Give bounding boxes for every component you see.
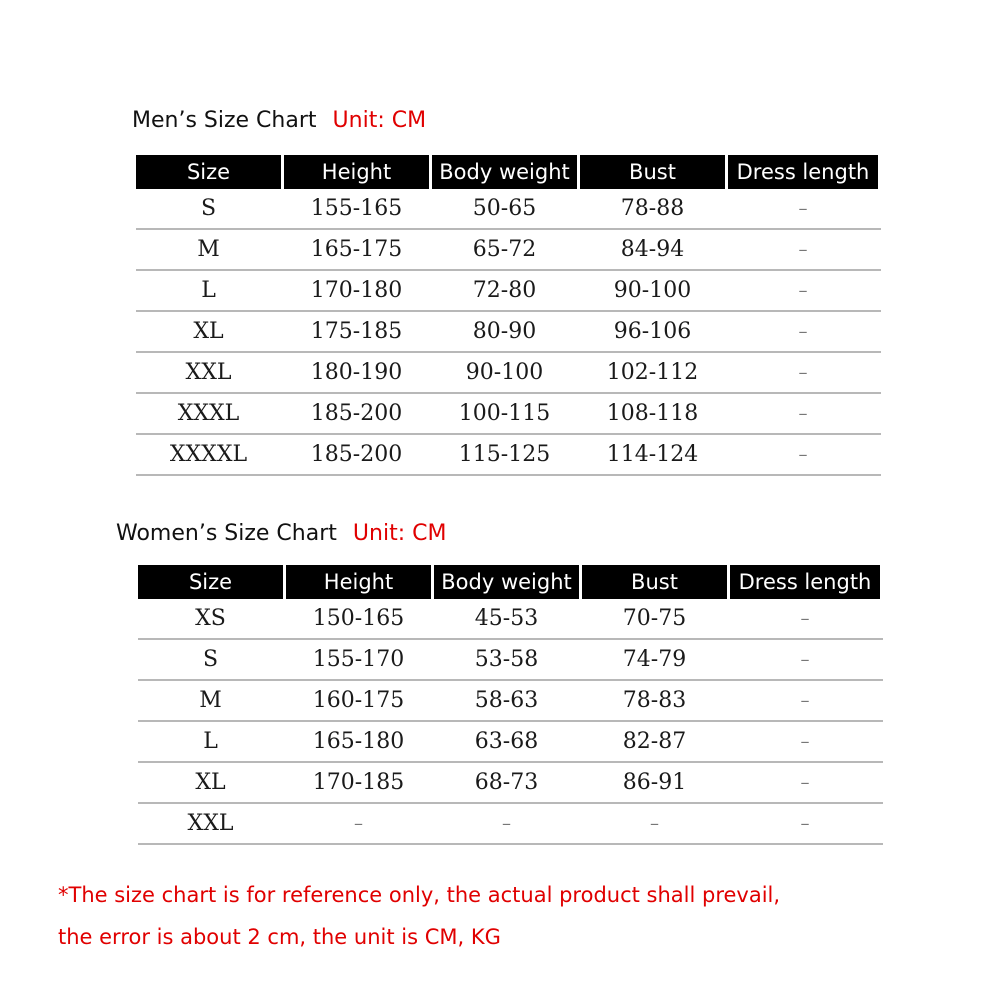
size-cell: XXXXL	[169, 442, 248, 467]
table-row	[136, 312, 881, 353]
body-weight-cell: 45-53	[474, 606, 539, 631]
bust-cell: 86-91	[622, 770, 687, 795]
dress-length-cell: –	[800, 813, 810, 834]
bust-cell: 70-75	[622, 606, 687, 631]
body-weight-cell: 50-65	[472, 196, 537, 221]
bust-cell: 78-83	[622, 688, 687, 713]
men-header-bust: Bust	[580, 155, 725, 189]
height-cell: 155-165	[310, 196, 403, 221]
height-cell: 170-185	[312, 770, 405, 795]
men-chart-title	[132, 108, 426, 133]
table-row	[136, 189, 881, 230]
dress-length-cell: –	[800, 690, 810, 711]
size-cell: XXL	[185, 360, 232, 385]
women-header-dress-length: Dress length	[730, 565, 880, 599]
dress-length-cell: –	[798, 321, 808, 342]
bust-cell: 90-100	[613, 278, 692, 303]
bust-cell: –	[650, 813, 659, 834]
dress-length-cell: –	[800, 772, 810, 793]
men-chart-title-text: Men’s Size Chart	[132, 108, 317, 133]
table-row	[136, 230, 881, 271]
height-cell: 165-180	[312, 729, 405, 754]
size-cell: M	[199, 688, 222, 713]
size-cell: L	[201, 278, 216, 303]
dress-length-cell: –	[798, 239, 808, 260]
dress-length-cell: –	[798, 198, 808, 219]
body-weight-cell: –	[502, 813, 511, 834]
dress-length-cell: –	[800, 608, 810, 629]
table-row	[136, 353, 881, 394]
size-cell: XS	[195, 606, 226, 631]
size-cell: L	[203, 729, 218, 754]
size-cell: S	[200, 196, 217, 221]
bust-cell: 74-79	[622, 647, 687, 672]
bust-cell: 108-118	[606, 401, 699, 426]
size-cell: XL	[193, 319, 224, 344]
bust-cell: 84-94	[620, 237, 685, 262]
height-cell: 160-175	[312, 688, 405, 713]
table-row	[138, 722, 883, 763]
women-header-size: Size	[138, 565, 283, 599]
dress-length-cell: –	[798, 444, 808, 465]
women-header-body-weight: Body weight	[434, 565, 579, 599]
height-cell: 185-200	[310, 401, 403, 426]
women-size-table	[138, 565, 883, 845]
bust-cell: 78-88	[620, 196, 685, 221]
height-cell: –	[354, 813, 363, 834]
body-weight-cell: 80-90	[472, 319, 537, 344]
table-row	[136, 394, 881, 435]
dress-length-cell: –	[800, 731, 810, 752]
women-table-header	[138, 565, 883, 599]
height-cell: 180-190	[310, 360, 403, 385]
women-header-height: Height	[286, 565, 431, 599]
dress-length-cell: –	[798, 403, 808, 424]
body-weight-cell: 63-68	[474, 729, 539, 754]
body-weight-cell: 58-63	[474, 688, 539, 713]
table-row	[136, 435, 881, 476]
body-weight-cell: 68-73	[474, 770, 539, 795]
height-cell: 165-175	[310, 237, 403, 262]
body-weight-cell: 65-72	[472, 237, 537, 262]
men-header-body-weight: Body weight	[432, 155, 577, 189]
body-weight-cell: 90-100	[465, 360, 544, 385]
men-chart-unit: Unit: CM	[332, 108, 427, 133]
dress-length-cell: –	[800, 649, 810, 670]
size-cell: XL	[195, 770, 226, 795]
size-cell: XXXL	[177, 401, 240, 426]
men-size-table	[136, 155, 881, 476]
women-header-bust: Bust	[582, 565, 727, 599]
body-weight-cell: 100-115	[458, 401, 551, 426]
bust-cell: 114-124	[606, 442, 699, 467]
men-table-header	[136, 155, 881, 189]
height-cell: 170-180	[310, 278, 403, 303]
men-header-size: Size	[136, 155, 281, 189]
body-weight-cell: 72-80	[472, 278, 537, 303]
disclaimer-line-2: the error is about 2 cm, the unit is CM, KG	[58, 925, 501, 949]
table-row	[138, 681, 883, 722]
dress-length-cell: –	[798, 362, 808, 383]
bust-cell: 102-112	[606, 360, 699, 385]
height-cell: 175-185	[310, 319, 403, 344]
size-cell: XXL	[187, 811, 234, 836]
size-cell: S	[202, 647, 219, 672]
table-row	[136, 271, 881, 312]
table-row	[138, 599, 883, 640]
men-header-height: Height	[284, 155, 429, 189]
women-chart-unit: Unit: CM	[352, 521, 447, 546]
body-weight-cell: 115-125	[458, 442, 551, 467]
table-row	[138, 804, 883, 845]
women-chart-title-text: Women’s Size Chart	[116, 521, 337, 546]
table-row	[138, 640, 883, 681]
bust-cell: 96-106	[613, 319, 692, 344]
height-cell: 185-200	[310, 442, 403, 467]
bust-cell: 82-87	[622, 729, 687, 754]
women-chart-title	[116, 521, 446, 546]
dress-length-cell: –	[798, 280, 808, 301]
size-cell: M	[197, 237, 220, 262]
height-cell: 150-165	[312, 606, 405, 631]
body-weight-cell: 53-58	[474, 647, 539, 672]
disclaimer-line-1: *The size chart is for reference only, the actual product shall prevail,	[58, 883, 781, 907]
table-row	[138, 763, 883, 804]
height-cell: 155-170	[312, 647, 405, 672]
men-header-dress-length: Dress length	[728, 155, 878, 189]
